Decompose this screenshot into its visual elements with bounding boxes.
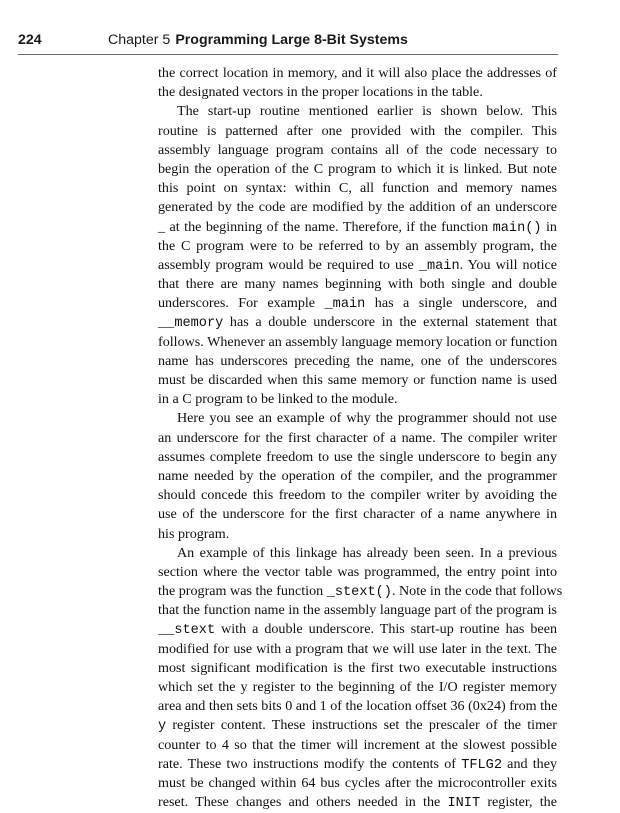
text-line (158, 774, 557, 793)
inline-code: main() (492, 220, 542, 236)
inline-code: y (158, 719, 167, 735)
text-line-content: generated by the code are modified by the addition of an underscore (158, 199, 557, 216)
text-line-continuation: . Note in the code that follows (391, 583, 563, 600)
text-line-continuation: has a double underscore in the external statement that (223, 314, 557, 331)
text-line-content: modified for use with a program that we will use later in the text. The (158, 640, 557, 657)
text-line (158, 237, 557, 256)
text-line-content: assembly program would be required to use (158, 256, 419, 273)
text-line (158, 333, 557, 352)
text-line (158, 563, 557, 582)
text-line-content: The start-up routine mentioned earlier is shown below. This (177, 103, 557, 120)
text-line (158, 467, 557, 486)
text-line-content: that the function name in the assembly language part of the program is (158, 602, 557, 619)
inline-code: _stext() (326, 585, 392, 601)
text-line-content: assumes complete freedom to use the single underscore to begin any (158, 448, 557, 465)
text-line-continuation: . You will notice (459, 256, 557, 273)
text-line (158, 486, 557, 505)
text-line-continuation: in (541, 218, 557, 235)
text-line-content: that there are many names beginning with both single and double (158, 276, 557, 293)
text-line (158, 294, 557, 313)
text-line-content: name needed by the operation of the compiler, and the programmer (158, 467, 557, 484)
inline-code: _main (418, 258, 460, 274)
text-line-content: must be discarded when this same memory or function name is used (158, 372, 557, 388)
text-line-content: which set the y register to the beginning of the I/O register memory (158, 679, 557, 695)
text-line-content: the designated vectors in the proper locations in the table. (158, 84, 483, 101)
text-line (158, 620, 557, 639)
text-line (158, 352, 557, 371)
text-line-content: use of the underscore for the first character of a name anywhere in (158, 506, 557, 523)
text-line-continuation: with a double underscore. This start-up routine has been (215, 621, 557, 638)
text-line-content: section where the vector table was programmed, the entry point into (158, 563, 557, 580)
text-line-content: an underscore for the first character of a name. The compiler writer (158, 429, 557, 446)
text-line-content: begin the operation of the C program to which it is linked. But note (158, 160, 557, 177)
text-line-content: in a C program to be linked to the module. (158, 391, 398, 408)
text-line (158, 160, 557, 179)
chapter-title: Programming Large 8-Bit Systems (175, 32, 408, 48)
text-line-content: name has underscores preceding the name, one of the underscores (158, 352, 557, 369)
text-line-content: _ at the beginning of the name. Therefore, if the function (158, 218, 493, 235)
running-header (18, 32, 558, 55)
text-line-content: underscores. For example (158, 295, 325, 312)
inline-code: _main (324, 297, 366, 313)
text-line-content: An example of this linkage has already been seen. In a previous (177, 544, 557, 561)
text-line-content: this point on syntax: within C, all function and memory names (158, 180, 557, 197)
text-line (158, 793, 557, 812)
text-line-content: the program was the function (158, 583, 327, 600)
inline-code: __memory (158, 316, 224, 332)
text-line-content: his program. (158, 525, 230, 542)
text-line (158, 313, 557, 332)
text-line (158, 601, 557, 620)
inline-code: INIT (447, 796, 481, 812)
text-line (158, 716, 557, 735)
text-line (158, 525, 557, 544)
text-line (158, 755, 557, 774)
text-line-continuation: register content. These instructions set the prescaler of the timer (166, 717, 557, 734)
text-line-content: counter to 4 so that the timer will increment at the slowest possible (158, 736, 557, 753)
text-line-content: the C program were to be referred to by an assembly program, the (158, 237, 557, 254)
text-line-content: follows. Whenever an assembly language memory location or function (158, 333, 558, 350)
body-text (158, 64, 563, 812)
text-line-continuation: and they (501, 755, 557, 772)
text-line (158, 409, 557, 428)
text-line (158, 678, 557, 697)
text-line (158, 198, 557, 217)
text-line (158, 640, 557, 659)
text-line-content: Here you see an example of why the programmer should not use (177, 410, 557, 427)
text-line-content: the correct location in memory, and it will also place the addresses of (158, 65, 557, 81)
text-line-content: area and then sets bits 0 and 1 of the location offset 36 (0x24) from the (158, 698, 558, 715)
text-line-content: should concede this freedom to the compiler writer by avoiding the (158, 487, 557, 504)
text-line (158, 582, 563, 601)
page-number: 224 (18, 32, 42, 48)
text-line-content: reset. These changes and others needed in the (158, 794, 448, 811)
text-line (158, 64, 557, 83)
text-line-continuation: has a single underscore, and (365, 295, 557, 312)
text-line (158, 371, 557, 390)
text-line (158, 505, 557, 524)
text-line (158, 275, 557, 294)
text-line-content: most significant modification is the first two executable instructions (158, 659, 557, 676)
text-line (158, 256, 557, 275)
chapter-label: Chapter 5 (108, 32, 171, 48)
text-line (158, 83, 557, 102)
text-line (158, 659, 557, 678)
text-line (158, 544, 557, 563)
text-line-content: routine is patterned after one provided with the compiler. This (158, 122, 557, 139)
text-line (158, 218, 557, 237)
text-line (158, 179, 557, 198)
text-line-content: rate. These two instructions modify the contents of (158, 755, 462, 772)
text-line-content: must be changed within 64 bus cycles after the microcontroller exits (158, 774, 557, 791)
text-line-continuation: register, the (480, 794, 557, 811)
text-line (158, 390, 557, 409)
text-line (158, 429, 557, 448)
inline-code: __stext (158, 623, 216, 639)
text-line (158, 122, 557, 141)
text-line (158, 736, 557, 755)
inline-code: TFLG2 (461, 757, 502, 773)
text-line (158, 102, 557, 121)
text-line (158, 697, 557, 716)
text-line (158, 448, 557, 467)
text-line-content: assembly language program contains all of the code necessary to (158, 141, 557, 158)
text-line (158, 141, 557, 160)
